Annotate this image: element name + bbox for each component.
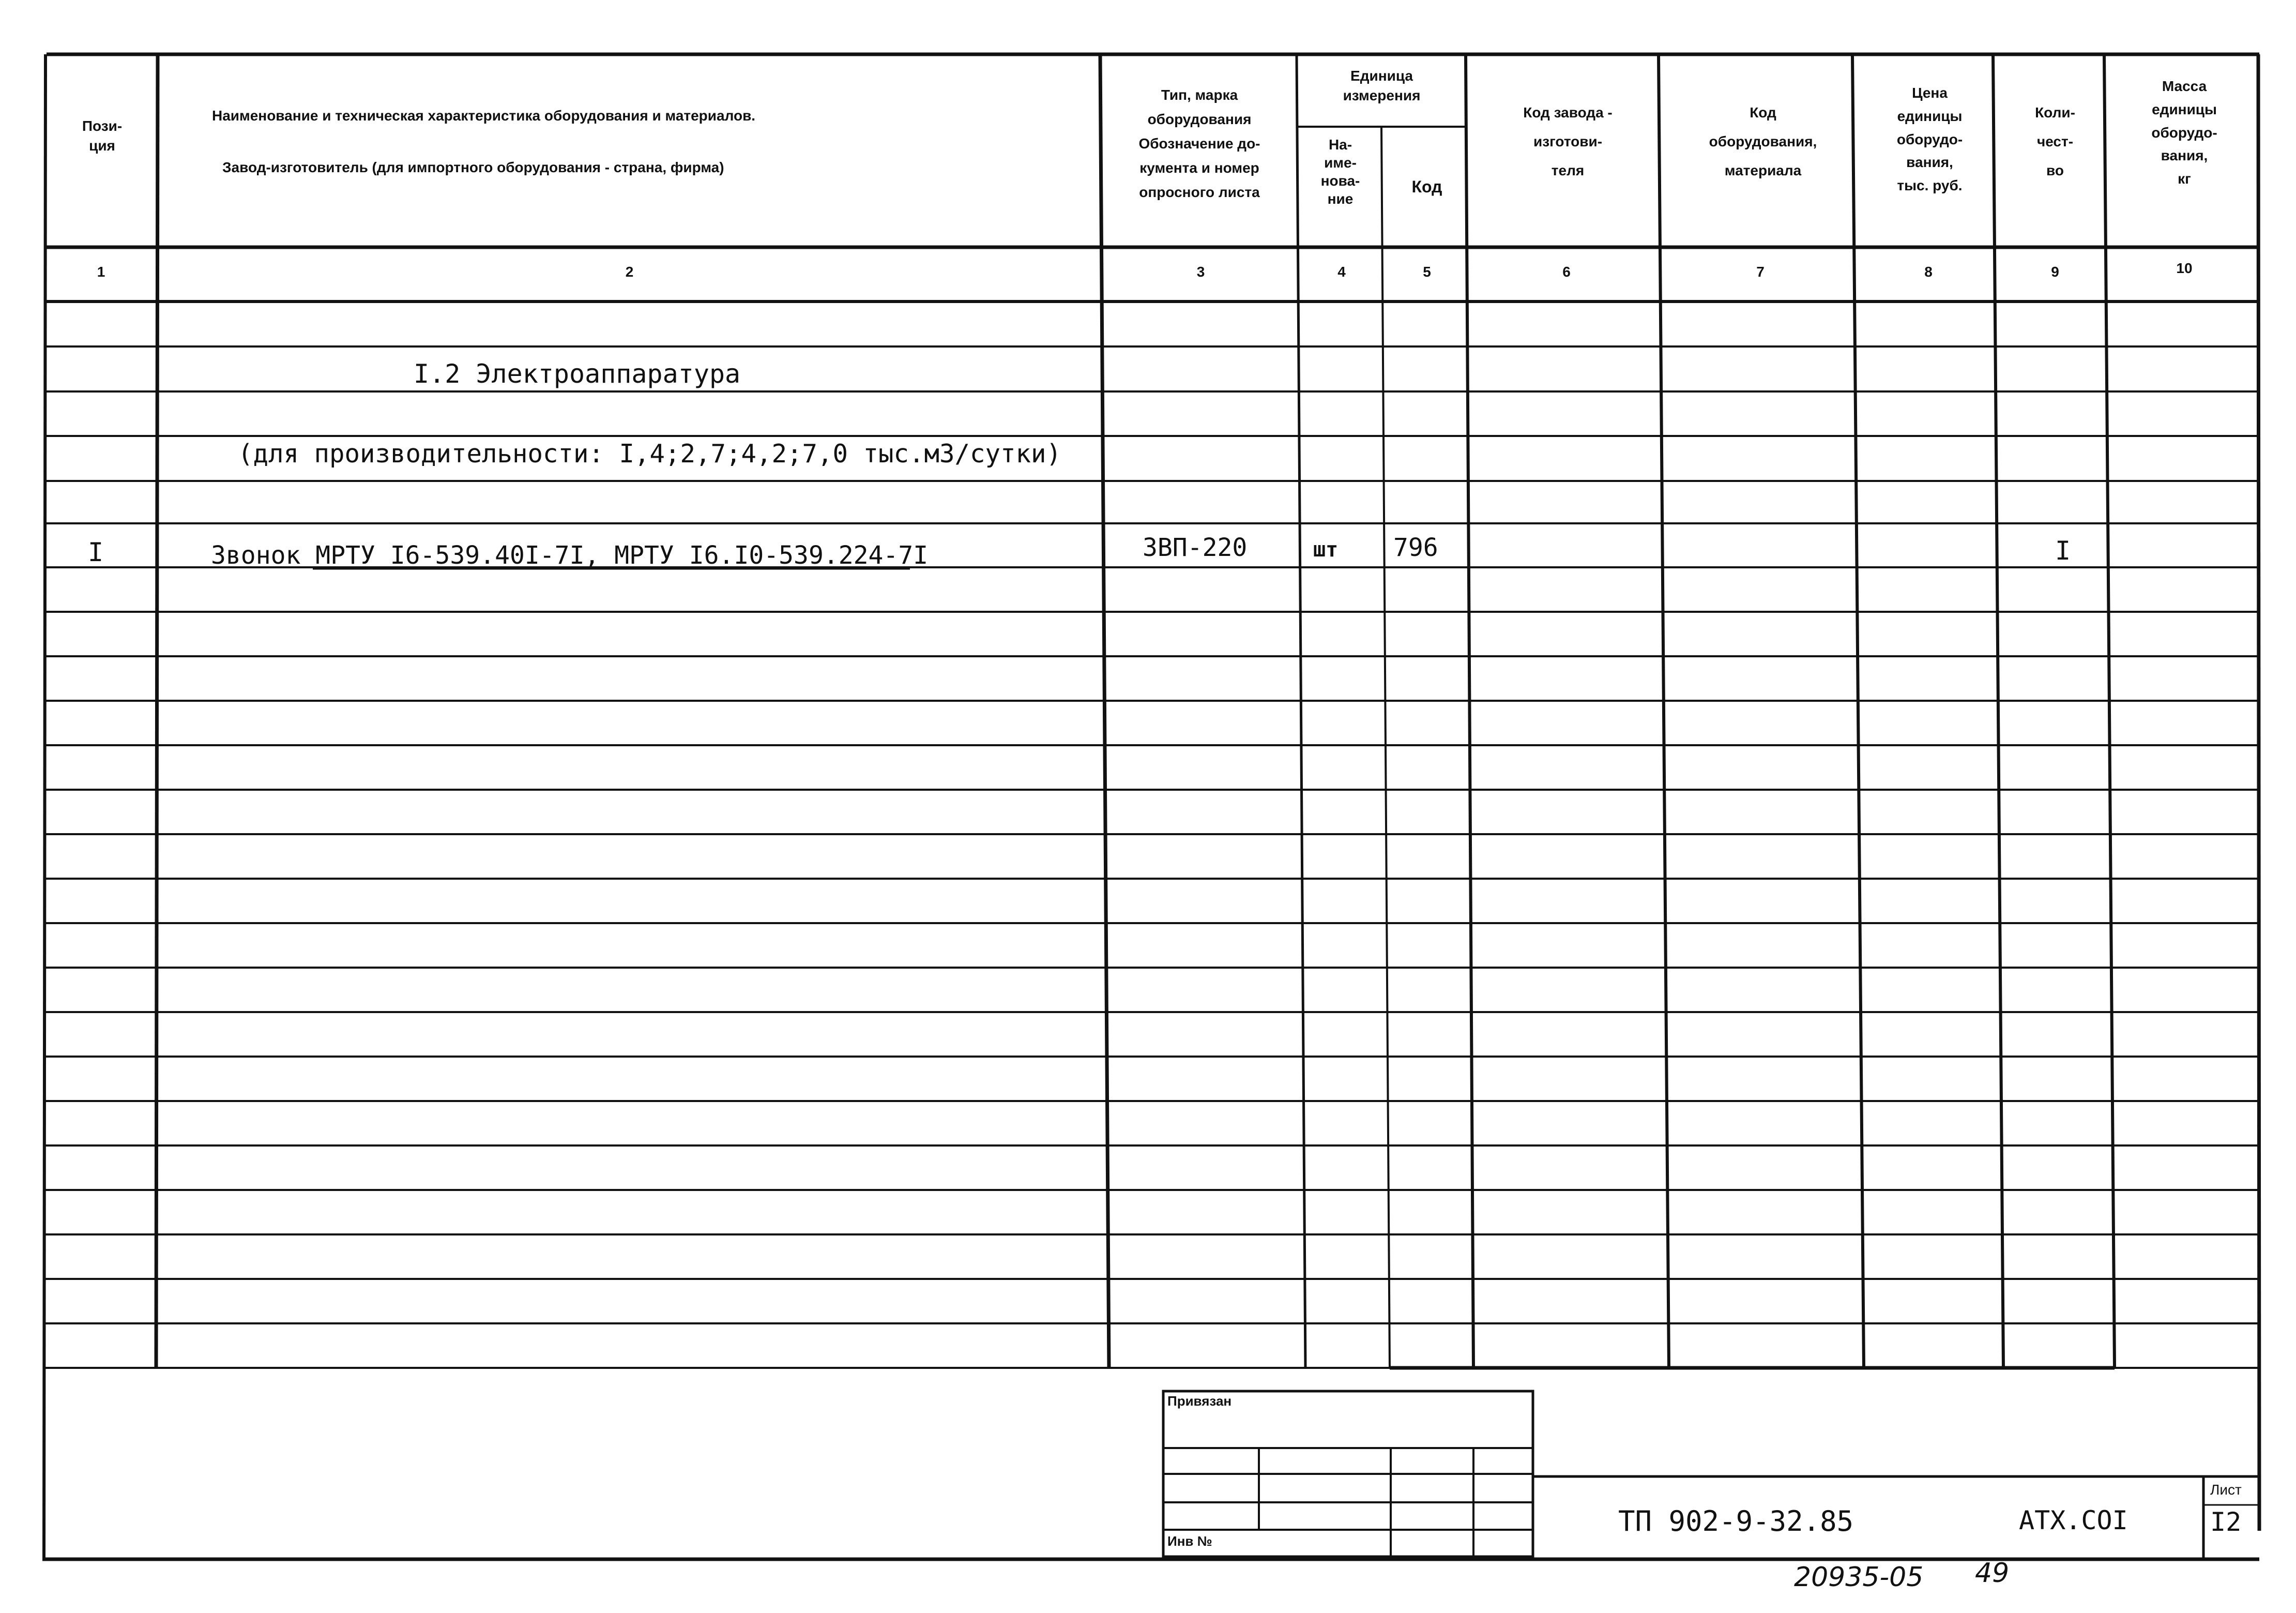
column-number-4: 4 (1337, 264, 1346, 280)
row-name: Звонок МРТУ I6-539.40I-7I, МРТУ I6.I0-539.224-7I (211, 541, 929, 570)
stamp-sheet-number: I2 (2210, 1507, 2242, 1537)
section-subtitle: (для производительности: I,4;2,7;4,2;7,0 тыс.м3/сутки) (238, 439, 1062, 469)
column-number-1: 1 (97, 264, 105, 280)
section-title: I.2 Электроаппаратура (414, 359, 741, 389)
stamp-doc-code: ТП 902-9-32.85 (1618, 1505, 1854, 1537)
header-position: Пози- ция (82, 118, 123, 154)
header-name-line2: Завод-изготовитель (для импортного оборудования - страна, фирма) (222, 159, 724, 175)
column-number-7: 7 (1756, 264, 1765, 280)
header-mass: Масса единицы оборудо- вания, кг (2151, 78, 2217, 187)
header-price: Цена единицы оборудо- вания, тыс. руб. (1896, 85, 1963, 194)
column-number-5: 5 (1423, 264, 1431, 280)
row-unit-code: 796 (1393, 533, 1438, 562)
row-quantity: I (2055, 536, 2071, 566)
header-equipment-code: Код оборудования, материала (1709, 104, 1817, 178)
column-number-2: 2 (625, 264, 634, 280)
page-number: 49 (1975, 1558, 2010, 1589)
header-type: Тип, марка оборудования Обозначение до- кумента и номер опросного листа (1138, 87, 1260, 201)
column-number-3: 3 (1196, 264, 1205, 280)
row-position: I (88, 537, 104, 567)
header-unit-group: Единица измерения (1343, 68, 1421, 103)
stamp-inv-label: Инв № (1167, 1533, 1212, 1549)
stamp-sheet-label: Лист (2210, 1482, 2242, 1498)
column-number-9: 9 (2051, 264, 2059, 280)
row-type: ЗВП-220 (1143, 533, 1248, 562)
header-unit-name: На- име- нова- ние (1320, 137, 1360, 207)
header-quantity: Коли- чест- во (2035, 104, 2075, 178)
column-number-8: 8 (1924, 264, 1933, 280)
column-number-10: 10 (2176, 260, 2193, 276)
row-unit: шт (1313, 538, 1339, 562)
header-plant-code: Код завода - изготови- теля (1523, 104, 1613, 178)
header-name-line1: Наименование и техническая характеристика оборудования и материалов. (212, 108, 756, 124)
archive-number: 20935-05 (1794, 1562, 1924, 1593)
stamp-mark: АТХ.СОI (2019, 1505, 2128, 1535)
stamp-linked-label: Привязан (1167, 1393, 1232, 1409)
column-number-6: 6 (1562, 264, 1571, 280)
header-unit-code: Код (1411, 177, 1442, 196)
